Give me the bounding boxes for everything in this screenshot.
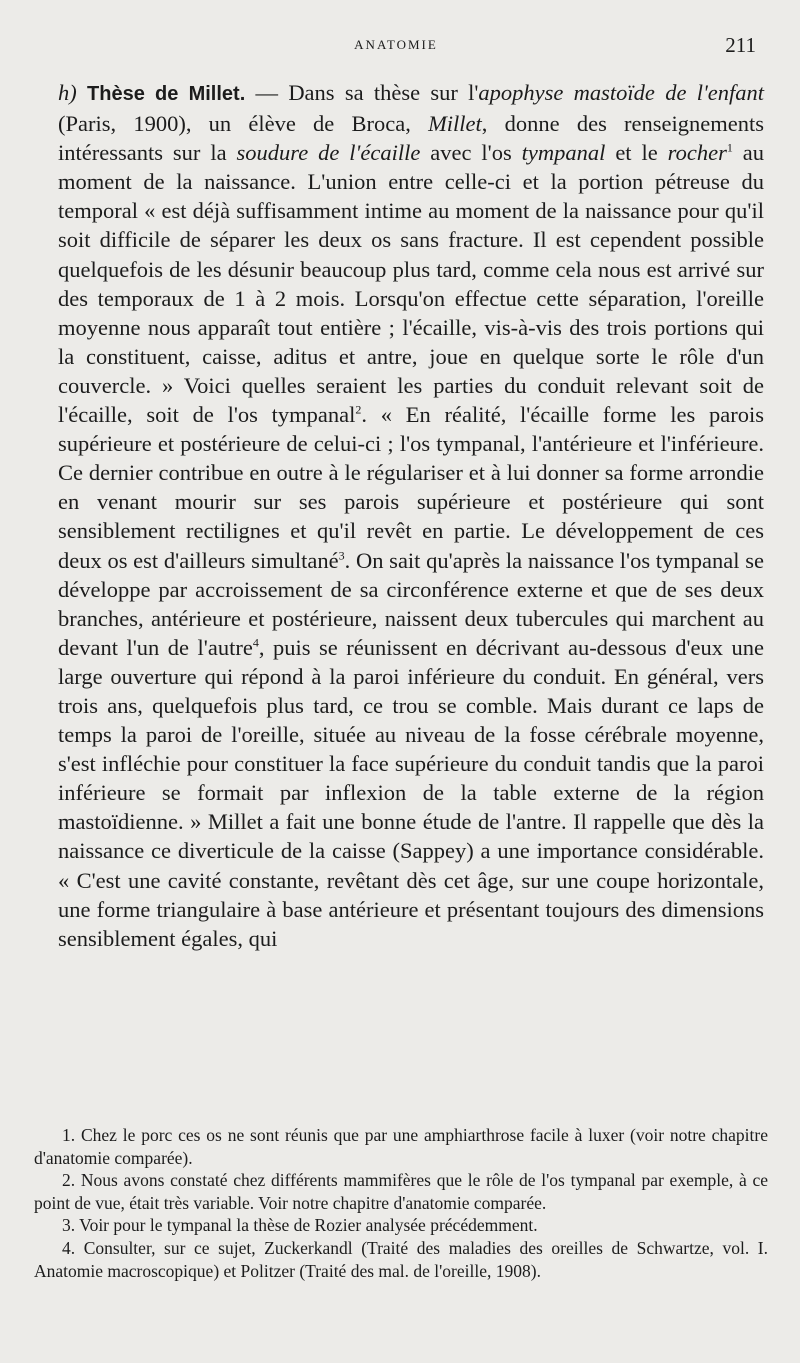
text-run-6: au moment de la naissance. L'union entre celle-ci et la portion pétreuse du temporal « est déjà suffisamment intime au moment de la naissance pour qu'il soit difficile de séparer les deux os sans fracture. Il est cependent possible quelquefois de les désunir beaucoup plus tard, comme cela nous est arrivé sur des temporaux de 1 à 2 mois. Lorsqu'on effectue cette séparation, l'oreille moyenne nous apparaît tout entière ; l'écaille, vis-à-vis des trois portions qui la constituent, caisse, aditus et antre, joue en quelque sorte le rôle d'un couvercle. » Voici quelles seraient les parties du conduit relevant soit de l'écaille, soit de l'os tympanal <box>58 140 764 428</box>
page-number: 211 <box>725 33 756 57</box>
footnote-1: 1. Chez le porc ces os ne sont réunis que par une amphiarthrose facile à luxer (voir notre chapitre d'anatomie comparée). <box>34 1125 768 1168</box>
footnote-4: 4. Consulter, sur ce sujet, Zuckerkandl (Traité des maladies des oreilles de Schwartze, vol. I. Anatomie macroscopique) et Politzer (Traité des mal. de l'oreille, 1908). <box>34 1237 768 1281</box>
footnote-ref-2[interactable]: 2 <box>355 402 362 417</box>
text-run-4: avec l'os <box>420 140 522 166</box>
footnote-3: 3. Voir pour le tympanal la thèse de Rozier analysée précédemment. <box>62 1215 538 1236</box>
italic-soudure: soudure de l'écaille <box>236 140 421 166</box>
text-run-7: . « En réalité, l'écaille forme les parois supérieure et postérieure de celui-ci ; l'os tympanal, l'antérieure et l'inférieure. Ce dernier contribue en outre à le régulariser et à lui donner sa forme arrondie en venant mourir sur ses parois supérieure et postérieure qui sont sensiblement rectilignes et qu'il revêt en partie. Le développement de ces deux os est d'ailleurs simultané <box>58 402 764 573</box>
section-label: h) <box>58 80 77 105</box>
footnote-2: 2. Nous avons constaté chez différents mammifères que le rôle de l'os tympanal par exemple, à ce point de vue, était très variable. Voir notre chapitre d'anatomie comparée. <box>34 1170 768 1213</box>
text-run-3: , donne des renseignements intéressants sur la <box>58 111 764 166</box>
footnote-ref-4[interactable]: 4 <box>252 635 259 650</box>
italic-tympanal: tympanal <box>521 140 606 166</box>
main-paragraph <box>34 78 764 953</box>
footnotes <box>34 1124 768 1282</box>
footnote-ref-1[interactable]: 1 <box>726 140 733 155</box>
section-dash: — <box>245 80 289 105</box>
text-run-9: , puis se réunissent en décrivant au-dessous d'eux une large ouverture qui répond à la paroi inférieure du conduit. En général, vers trois ans, quelquefois plus tard, ce trou se comble. Mais durant ce laps de temps la paroi de l'oreille, située au niveau de la fosse cérébrale moyenne, s'est infléchie pour constituer la face supérieure du conduit tandis que la paroi inférieure se formait par inflexion de la table externe de la région mastoïdienne. » Millet a fait une bonne étude de l'antre. Il rappelle que dès la naissance ce diverticule de la caisse (Sappey) a une importance considérable. « C'est une cavité constante, revêtant dès cet âge, sur une coupe horizontale, une forme triangulaire à base antérieure et présentant toujours des dimensions sensiblement égales, qui <box>58 634 764 951</box>
text-run-2: (Paris, 1900), un élève de Broca, <box>58 111 429 137</box>
italic-apophyse: apophyse mastoïde de l'enfant <box>478 80 765 105</box>
italic-millet: Millet <box>428 111 482 137</box>
page-header <box>36 33 756 63</box>
paragraph-h <box>34 78 764 953</box>
text-run-5: et le <box>605 140 668 166</box>
running-title: ANATOMIE <box>354 37 438 52</box>
section-title: Thèse de Millet. <box>87 83 246 105</box>
footnote-ref-3[interactable]: 3 <box>338 548 345 562</box>
italic-rocher: rocher <box>667 140 727 166</box>
text-run-8: . On sait qu'après la naissance l'os tympanal se développe par accroissement de sa circonférence externe et que de ses deux branches, antérieure et postérieure, naissent deux tubercules qui marchent au devant l'un de l'autre <box>58 547 764 660</box>
text-run-1: Dans sa thèse sur l' <box>288 80 479 105</box>
